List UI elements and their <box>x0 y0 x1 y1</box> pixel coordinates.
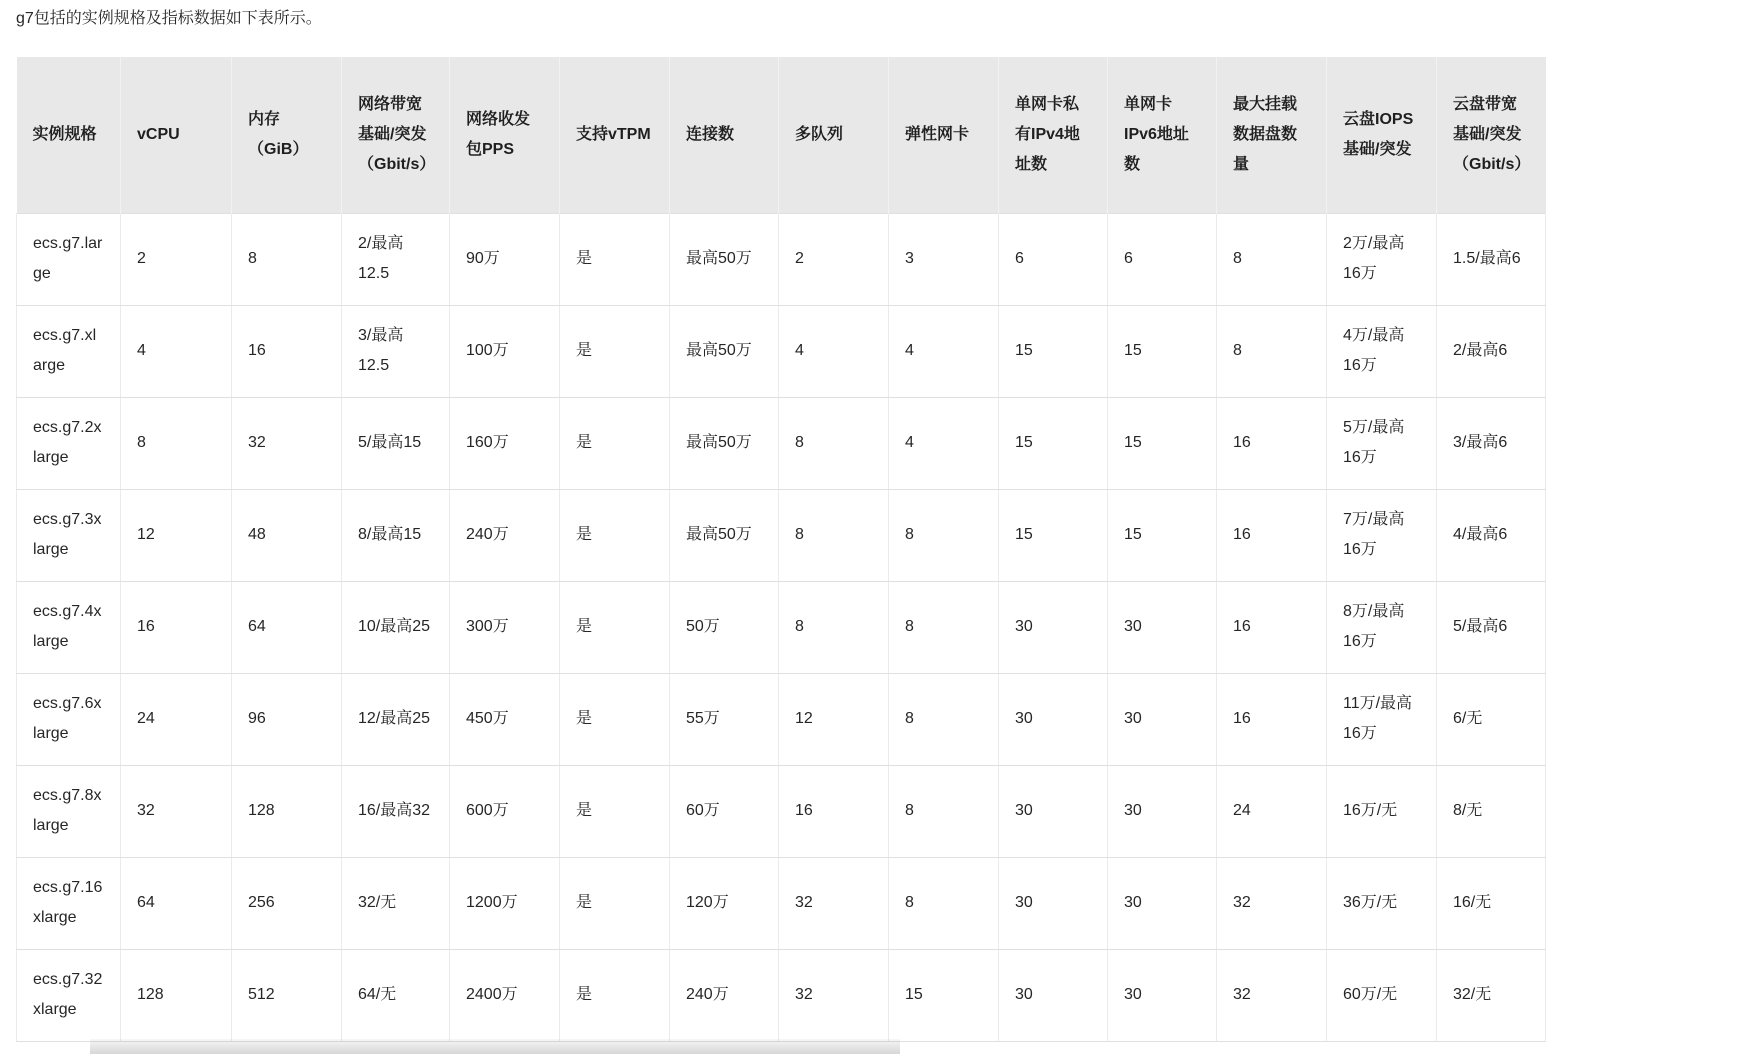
spec-value-cell: 32/无 <box>1437 949 1546 1041</box>
column-header-13: 云盘带宽基础/突发（Gbit/s） <box>1437 57 1546 213</box>
spec-value-cell: 15 <box>999 489 1108 581</box>
spec-value-cell: 12/最高25 <box>342 673 450 765</box>
spec-value-cell: 32 <box>779 857 889 949</box>
instance-spec-cell: ecs.g7.xlarge <box>17 305 121 397</box>
spec-value-cell: 50万 <box>670 581 779 673</box>
table-row <box>17 305 1546 397</box>
spec-value-cell: 36万/无 <box>1327 857 1437 949</box>
spec-value-cell: 15 <box>1108 489 1217 581</box>
table-row <box>17 581 1546 673</box>
spec-value-cell: 8 <box>889 857 999 949</box>
spec-value-cell: 90万 <box>450 213 560 305</box>
spec-value-cell: 8 <box>889 765 999 857</box>
spec-value-cell: 55万 <box>670 673 779 765</box>
spec-value-cell: 是 <box>560 581 670 673</box>
instance-spec-cell: ecs.g7.8xlarge <box>17 765 121 857</box>
spec-value-cell: 是 <box>560 489 670 581</box>
spec-value-cell: 10/最高25 <box>342 581 450 673</box>
spec-value-cell: 最高50万 <box>670 397 779 489</box>
instance-spec-cell: ecs.g7.4xlarge <box>17 581 121 673</box>
column-header-2: 内存（GiB） <box>232 57 342 213</box>
spec-value-cell: 30 <box>999 949 1108 1041</box>
spec-value-cell: 3 <box>889 213 999 305</box>
instance-spec-cell: ecs.g7.3xlarge <box>17 489 121 581</box>
spec-value-cell: 11万/最高16万 <box>1327 673 1437 765</box>
spec-value-cell: 8 <box>779 581 889 673</box>
spec-value-cell: 16 <box>1217 581 1327 673</box>
spec-value-cell: 128 <box>232 765 342 857</box>
table-row <box>17 213 1546 305</box>
spec-value-cell: 15 <box>1108 305 1217 397</box>
instance-spec-cell: ecs.g7.2xlarge <box>17 397 121 489</box>
spec-value-cell: 256 <box>232 857 342 949</box>
spec-value-cell: 2400万 <box>450 949 560 1041</box>
spec-value-cell: 是 <box>560 673 670 765</box>
column-header-6: 连接数 <box>670 57 779 213</box>
table-header <box>17 57 1546 213</box>
table-body <box>17 213 1546 1041</box>
column-header-1: vCPU <box>121 57 232 213</box>
spec-value-cell: 是 <box>560 857 670 949</box>
spec-value-cell: 最高50万 <box>670 489 779 581</box>
spec-value-cell: 16/无 <box>1437 857 1546 949</box>
spec-value-cell: 16 <box>1217 489 1327 581</box>
column-header-0: 实例规格 <box>17 57 121 213</box>
spec-value-cell: 48 <box>232 489 342 581</box>
spec-value-cell: 24 <box>121 673 232 765</box>
spec-value-cell: 8 <box>1217 305 1327 397</box>
column-header-10: 单网卡IPv6地址数 <box>1108 57 1217 213</box>
spec-value-cell: 30 <box>999 581 1108 673</box>
spec-value-cell: 8万/最高16万 <box>1327 581 1437 673</box>
spec-value-cell: 64 <box>232 581 342 673</box>
spec-value-cell: 是 <box>560 305 670 397</box>
spec-value-cell: 32 <box>1217 949 1327 1041</box>
column-header-5: 支持vTPM <box>560 57 670 213</box>
spec-value-cell: 96 <box>232 673 342 765</box>
spec-value-cell: 5/最高6 <box>1437 581 1546 673</box>
spec-value-cell: 64 <box>121 857 232 949</box>
spec-value-cell: 160万 <box>450 397 560 489</box>
instance-spec-cell: ecs.g7.6xlarge <box>17 673 121 765</box>
spec-value-cell: 1.5/最高6 <box>1437 213 1546 305</box>
spec-value-cell: 300万 <box>450 581 560 673</box>
spec-value-cell: 240万 <box>670 949 779 1041</box>
spec-value-cell: 30 <box>1108 673 1217 765</box>
spec-value-cell: 4万/最高16万 <box>1327 305 1437 397</box>
spec-value-cell: 8 <box>779 397 889 489</box>
column-header-8: 弹性网卡 <box>889 57 999 213</box>
spec-value-cell: 最高50万 <box>670 305 779 397</box>
spec-value-cell: 2万/最高16万 <box>1327 213 1437 305</box>
spec-value-cell: 是 <box>560 397 670 489</box>
spec-value-cell: 12 <box>779 673 889 765</box>
spec-value-cell: 8 <box>889 581 999 673</box>
table-row <box>17 673 1546 765</box>
spec-value-cell: 60万/无 <box>1327 949 1437 1041</box>
spec-value-cell: 100万 <box>450 305 560 397</box>
spec-value-cell: 5万/最高16万 <box>1327 397 1437 489</box>
spec-value-cell: 30 <box>1108 949 1217 1041</box>
spec-value-cell: 30 <box>1108 581 1217 673</box>
spec-value-cell: 2/最高6 <box>1437 305 1546 397</box>
table-row <box>17 765 1546 857</box>
spec-value-cell: 240万 <box>450 489 560 581</box>
intro-text: g7包括的实例规格及指标数据如下表所示。 <box>16 10 322 27</box>
spec-value-cell: 32 <box>1217 857 1327 949</box>
spec-value-cell: 64/无 <box>342 949 450 1041</box>
spec-value-cell: 32 <box>232 397 342 489</box>
spec-value-cell: 128 <box>121 949 232 1041</box>
spec-value-cell: 4 <box>779 305 889 397</box>
table-row <box>17 949 1546 1041</box>
spec-value-cell: 30 <box>1108 857 1217 949</box>
spec-value-cell: 8/无 <box>1437 765 1546 857</box>
spec-value-cell: 2 <box>779 213 889 305</box>
spec-value-cell: 32 <box>779 949 889 1041</box>
spec-value-cell: 32/无 <box>342 857 450 949</box>
spec-value-cell: 30 <box>1108 765 1217 857</box>
column-header-12: 云盘IOPS基础/突发 <box>1327 57 1437 213</box>
spec-value-cell: 16 <box>1217 397 1327 489</box>
spec-value-cell: 8 <box>121 397 232 489</box>
spec-value-cell: 30 <box>999 765 1108 857</box>
table-row <box>17 489 1546 581</box>
spec-value-cell: 600万 <box>450 765 560 857</box>
spec-value-cell: 8 <box>779 489 889 581</box>
spec-value-cell: 16/最高32 <box>342 765 450 857</box>
table-row <box>17 397 1546 489</box>
spec-value-cell: 3/最高12.5 <box>342 305 450 397</box>
spec-value-cell: 3/最高6 <box>1437 397 1546 489</box>
spec-value-cell: 6 <box>999 213 1108 305</box>
spec-value-cell: 120万 <box>670 857 779 949</box>
instance-spec-cell: ecs.g7.16xlarge <box>17 857 121 949</box>
column-header-4: 网络收发包PPS <box>450 57 560 213</box>
spec-value-cell: 7万/最高16万 <box>1327 489 1437 581</box>
spec-value-cell: 4 <box>121 305 232 397</box>
spec-value-cell: 最高50万 <box>670 213 779 305</box>
spec-value-cell: 8 <box>232 213 342 305</box>
spec-value-cell: 15 <box>889 949 999 1041</box>
spec-value-cell: 30 <box>999 857 1108 949</box>
spec-value-cell: 8 <box>889 489 999 581</box>
spec-value-cell: 24 <box>1217 765 1327 857</box>
spec-value-cell: 30 <box>999 673 1108 765</box>
spec-value-cell: 8 <box>889 673 999 765</box>
spec-value-cell: 是 <box>560 213 670 305</box>
spec-value-cell: 512 <box>232 949 342 1041</box>
spec-value-cell: 15 <box>999 397 1108 489</box>
spec-value-cell: 12 <box>121 489 232 581</box>
spec-value-cell: 16 <box>121 581 232 673</box>
table-row <box>17 857 1546 949</box>
column-header-9: 单网卡私有IPv4地址数 <box>999 57 1108 213</box>
column-header-11: 最大挂载数据盘数量 <box>1217 57 1327 213</box>
spec-value-cell: 60万 <box>670 765 779 857</box>
header-row <box>17 57 1546 213</box>
spec-value-cell: 6 <box>1108 213 1217 305</box>
spec-value-cell: 450万 <box>450 673 560 765</box>
spec-value-cell: 是 <box>560 765 670 857</box>
column-header-7: 多队列 <box>779 57 889 213</box>
spec-value-cell: 4 <box>889 305 999 397</box>
spec-value-cell: 是 <box>560 949 670 1041</box>
spec-value-cell: 15 <box>1108 397 1217 489</box>
spec-value-cell: 5/最高15 <box>342 397 450 489</box>
spec-value-cell: 8 <box>1217 213 1327 305</box>
spec-value-cell: 16万/无 <box>1327 765 1437 857</box>
spec-value-cell: 16 <box>1217 673 1327 765</box>
spec-value-cell: 4 <box>889 397 999 489</box>
instance-spec-cell: ecs.g7.large <box>17 213 121 305</box>
spec-value-cell: 2/最高12.5 <box>342 213 450 305</box>
spec-value-cell: 8/最高15 <box>342 489 450 581</box>
spec-value-cell: 6/无 <box>1437 673 1546 765</box>
spec-value-cell: 4/最高6 <box>1437 489 1546 581</box>
instance-spec-table <box>16 57 1546 1042</box>
spec-value-cell: 15 <box>999 305 1108 397</box>
spec-value-cell: 16 <box>232 305 342 397</box>
spec-value-cell: 16 <box>779 765 889 857</box>
spec-value-cell: 1200万 <box>450 857 560 949</box>
spec-value-cell: 2 <box>121 213 232 305</box>
instance-spec-cell: ecs.g7.32xlarge <box>17 949 121 1041</box>
spec-value-cell: 32 <box>121 765 232 857</box>
column-header-3: 网络带宽基础/突发（Gbit/s） <box>342 57 450 213</box>
